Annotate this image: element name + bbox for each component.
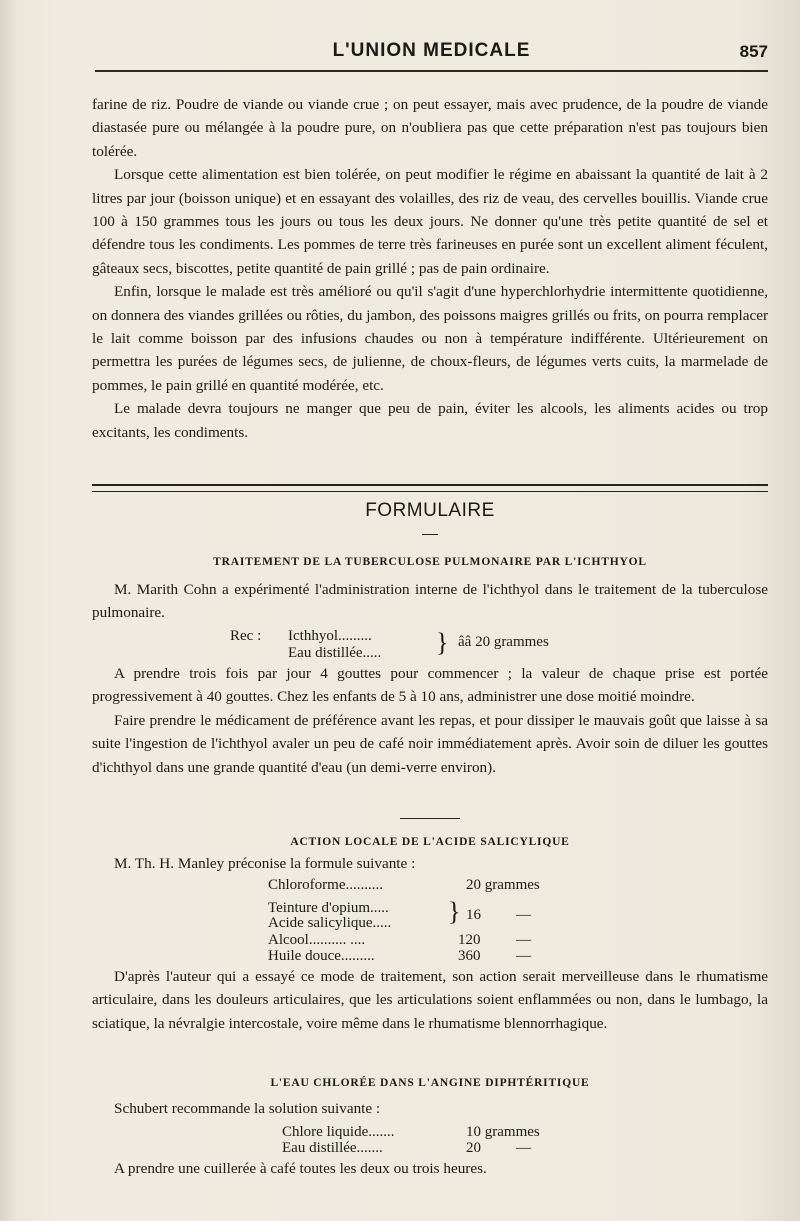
ingredient-qty: 20 xyxy=(466,1140,481,1156)
ingredient-name: Huile douce......... xyxy=(268,948,375,964)
ingredient-name: Teinture d'opium..... xyxy=(268,900,389,916)
subsection-heading: TRAITEMENT DE LA TUBERCULOSE PULMONAIRE PAR L'ICHTHYOL xyxy=(213,556,647,568)
ingredient-qty: — xyxy=(516,948,531,964)
ingredient-qty: — xyxy=(516,932,531,948)
page-header xyxy=(95,40,768,70)
s1-text xyxy=(92,662,768,779)
s3-intro xyxy=(92,1097,768,1120)
ingredient-name: Eau distillée....... xyxy=(282,1140,383,1156)
brace: } xyxy=(436,628,449,657)
ingredient-qty: — xyxy=(516,907,531,923)
ingredient-qty: 120 xyxy=(458,932,481,948)
ingredient-qty: — xyxy=(516,1140,531,1156)
divider xyxy=(400,818,460,819)
recipe-eau-chloree xyxy=(282,1124,602,1160)
ingredient-qty: 360 xyxy=(458,948,481,964)
page-number: 857 xyxy=(739,42,768,61)
brace: } xyxy=(448,897,461,926)
running-title: L'UNION MEDICALE xyxy=(332,40,531,61)
intro-text xyxy=(92,93,768,444)
ingredient-name: Eau distillée..... xyxy=(288,645,382,661)
recipe-salicylique xyxy=(268,877,588,963)
ingredient-name: Chlore liquide....... xyxy=(282,1124,395,1140)
ingredient-name: Icthhyol......... xyxy=(288,628,372,644)
paragraph: farine de riz. Poudre de viande ou viande crue ; on peut essayer, mais avec prudence, de la poudre de viande diastasée pure ou mélangée à la poudre pure, on n'oubliera pas que cette préparation n'est pas toujours bien tolérée. xyxy=(92,96,768,160)
s1-intro xyxy=(92,578,768,625)
recipe-rec-label: Rec : xyxy=(230,628,262,644)
paragraph: A prendre une cuillerée à café toutes les deux ou trois heures. xyxy=(114,1160,487,1177)
paragraph: M. Th. H. Manley préconise la formule suivante : xyxy=(114,855,416,872)
paragraph: D'après l'auteur qui a essayé ce mode de traitement, son action serait merveilleuse dans le rhumatisme articulaire, dans les douleurs articulaires, que les articulations soient enflammées ou non, dans le lumbago, la sciatique, la névralgie intercostale, voire même dans le rhumatisme blennorrhagique. xyxy=(92,968,768,1032)
paragraph: Schubert recommande la solution suivante : xyxy=(114,1100,381,1117)
paragraph: A prendre trois fois par jour 4 gouttes pour commencer ; la valeur de chaque prise est portée progressivement à 40 gouttes. Chez les enfants de 5 à 10 ans, administrer une dose moitié moindre. xyxy=(92,665,768,706)
s2-text xyxy=(92,965,768,1035)
paragraph: Lorsque cette alimentation est bien tolérée, on peut modifier le régime en abaissant la quantité de lait à 2 litres par jour (boisson unique) et en essayant des volailles, des riz de veau, des cervelles bouillis. Viande crue 100 à 150 grammes tous les jours ou tous les deux jours. Ne donner qu'une très petite quantité de sel et défendre tous les condiments. Les pommes de terre très farineuses en purée sont un excellent aliment féculent, gâteaux secs, biscottes, petite quantité de pain grillé ; pas de pain ordinaire. xyxy=(92,166,768,277)
ingredient-qty: 16 xyxy=(466,907,481,923)
s2-intro xyxy=(92,852,768,875)
section-title: FORMULAIRE xyxy=(365,500,495,521)
s3-text xyxy=(92,1157,768,1180)
paragraph: M. Marith Cohn a expérimenté l'administration interne de l'ichthyol dans le traitement de la tuberculose pulmonaire. xyxy=(92,581,768,622)
ingredient-qty: 20 grammes xyxy=(466,877,540,893)
section-rule xyxy=(92,484,768,492)
subsection-heading: ACTION LOCALE DE L'ACIDE SALICYLIQUE xyxy=(290,836,570,848)
ingredient-qty: ââ 20 grammes xyxy=(458,634,549,650)
ingredient-name: Chloroforme.......... xyxy=(268,877,383,893)
ingredient-qty: 10 grammes xyxy=(466,1124,540,1140)
divider xyxy=(422,534,438,535)
ingredient-name: Acide salicylique..... xyxy=(268,915,392,931)
header-rule xyxy=(95,70,768,72)
paragraph: Faire prendre le médicament de préférence avant les repas, et pour dissiper le mauvais goût que laisse à sa suite l'ingestion de l'ichthyol avaler un peu de café noir immédiatement après. Avoir soin de diluer les gouttes d'ichthyol dans une grande quantité d'eau (un demi-verre environ). xyxy=(92,711,768,776)
subsection-heading: L'EAU CHLORÉE DANS L'ANGINE DIPHTÉRITIQUE xyxy=(270,1077,590,1089)
paragraph: Enfin, lorsque le malade est très amélioré ou qu'il s'agit d'une hyperchlorhydrie intermittente quotidienne, on donnera des viandes grillées ou rôties, du jambon, des poissons maigres grillés ou frits, on pourra remplacer le lait comme boisson par des infusions chaudes ou non à température indifférente. Ultérieurement on permettra les purées de légumes secs, de julienne, de choux-fleurs, de légumes verts cuits, la marmelade de pommes, le pain grillé en quantité modérée, etc. xyxy=(92,283,768,394)
ingredient-name: Alcool.......... .... xyxy=(268,932,366,948)
paragraph: Le malade devra toujours ne manger que peu de pain, éviter les alcools, les aliments acides ou trop excitants, les condiments. xyxy=(92,400,768,441)
